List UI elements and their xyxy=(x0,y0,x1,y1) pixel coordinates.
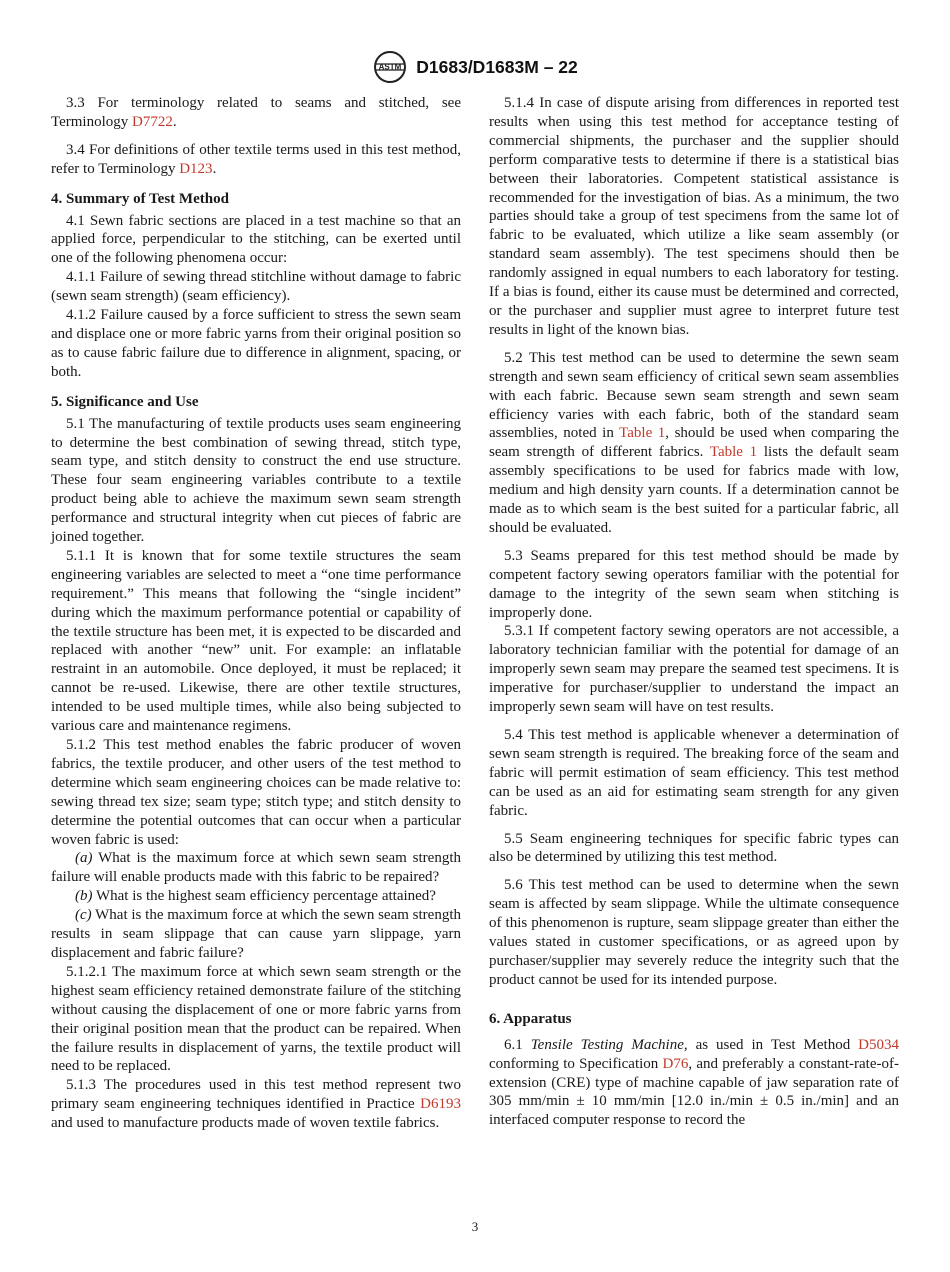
astm-logo-icon xyxy=(372,50,408,84)
link-d6193[interactable]: D6193 xyxy=(420,1096,461,1113)
link-table-1-second[interactable]: Table 1 xyxy=(709,444,758,461)
para-5-1-2-b: (b) What is the highest seam efficiency percentage attained? xyxy=(75,888,436,905)
link-d123[interactable]: D123 xyxy=(179,160,213,177)
para-5-1-3: 5.1.3 The procedures used in this test method represent two primary seam engineering techniques identified in Practice D6193 and used to manufacture products made of woven textile fabrics. xyxy=(51,1077,461,1132)
para-5-3: 5.3 Seams prepared for this test method should be made by competent factory sewing operators familiar with the potential for damage to the integrity of the sewn seam when stitching is improperly done. xyxy=(489,547,899,621)
para-5-3-1: 5.3.1 If competent factory sewing operators are not accessible, a laboratory technician familiar with the potential for damage of an improperly sewn seam may prepare the seamed test specimens. It is imperative for purchaser/supplier to understand the impact an improperly sewn seam will have on test results. xyxy=(489,623,899,716)
link-table-1[interactable]: Table 1 xyxy=(619,425,666,442)
page-header xyxy=(0,50,950,84)
para-5-6: 5.6 This test method can be used to determine when the sewn seam is affected by seam slippage. While the ultimate consequence of this phenomenon is rupture, seam slippage greater than either the values stated in customer specifications, or as agreed upon by purchaser/supplier may severely reduce the integrity such that the product cannot be used for its intended purpose. xyxy=(489,877,899,988)
svg-text:ASTM: ASTM xyxy=(378,62,402,72)
para-5-1-2-1: 5.1.2.1 The maximum force at which sewn seam strength or the highest seam efficiency retained demonstrate failure of the stitching without causing the displacement of one or more fabric yarns from their original position mean that the product can be repaired. When the failure results in displacement of yarns, the textile product will need to be replaced. xyxy=(51,963,461,1075)
para-4-1-2: 4.1.2 Failure caused by a force sufficient to stress the sewn seam and displace one or more fabric yarns from their original position so as to cause fabric failure due to difference in alignment, spacing, or both. xyxy=(51,307,461,380)
right-column xyxy=(489,94,899,1130)
para-5-1: 5.1 The manufacturing of textile products uses seam engineering to determine the best combination of sewing thread, stitch type, seam type, and stitch density to construct the end use structure. These four seam engineering variables contribute to a textile product being able to achieve the maximum sewn seam strength performance and structural integrity when cut pieces of fabric are joined together. xyxy=(51,415,461,546)
para-5-4: 5.4 This test method is applicable whenever a determination of sewn seam strength is required. The breaking force of the seam and fabric will permit estimation of seam efficiency. This test method can be used as an aid for estimating seam strength for any given fabric. xyxy=(489,727,899,819)
section-4-heading: 4. Summary of Test Method xyxy=(51,190,229,207)
link-d5034[interactable]: D5034 xyxy=(858,1036,900,1053)
link-d76[interactable]: D76 xyxy=(662,1055,689,1072)
para-6-1: 6.1 Tensile Testing Machine, as used in Test Method D5034 conforming to Specification D76, and preferably a constant-rate-of-extension (CRE) type of machine capable of jaw separation rate of 305 mm/min ± 10 mm/min [12.0 in./min ± 0.5 in./min] and an interfaced computer response to record the xyxy=(489,1036,900,1129)
para-5-1-2-c: (c) What is the maximum force at which the sewn seam strength results in seam slippage that can cause yarn slippage, yarn displacement and fabric failure? xyxy=(51,907,461,961)
para-5-1-2-a: (a) What is the maximum force at which sewn seam strength failure will enable products made with this fabric to be repaired? xyxy=(51,850,461,886)
para-5-5: 5.5 Seam engineering techniques for specific fabric types can also be determined by utilizing this test method. xyxy=(489,830,899,866)
document-designation: D1683/D1683M – 22 xyxy=(416,56,578,77)
section-5-heading: 5. Significance and Use xyxy=(51,393,199,410)
para-5-1-4: 5.1.4 In case of dispute arising from differences in reported test results when using this test method for acceptance testing of commercial shipments, the purchaser and the supplier should perform comparative tests to determine if there is a statistical bias between their laboratories. Competent statistical assistance is recommended for the investigation of bias. As a minimum, the two parties should take a group of test specimens from the same lot of fabric to be evaluated, which utilize a like seam assembly (or standard seam assembly). The test specimens should then be randomly assigned in equal numbers to each laboratory for testing. If a bias is found, either its cause must be determined and corrected, or the purchaser and supplier must agree to interpret future test results in light of the known bias. xyxy=(489,95,899,338)
page-number: 3 xyxy=(471,1219,479,1234)
para-3-4: 3.4 For definitions of other textile terms used in this test method, refer to Terminology D123. xyxy=(51,141,461,177)
para-5-1-2: 5.1.2 This test method enables the fabric producer of woven fabrics, the textile producer, and other users of the test method to determine which seam engineering choices can be made relative to: sewing thread tex size; seam type; stitch type; and stitch density to determine the potential outcomes that can occur when a particular woven fabric is used: xyxy=(51,737,461,848)
link-d7722[interactable]: D7722 xyxy=(132,113,173,130)
para-3-3: 3.3 For terminology related to seams and stitched, see Terminology D7722. xyxy=(51,95,461,130)
para-4-1-1: 4.1.1 Failure of sewing thread stitchline without damage to fabric (sewn seam strength) (seam efficiency). xyxy=(51,269,461,305)
para-4-1: 4.1 Sewn fabric sections are placed in a test machine so that an applied force, perpendicular to the stitching, can be exerted until one of the following phenomena occur: xyxy=(51,212,461,267)
section-6-heading: 6. Apparatus xyxy=(489,1010,572,1027)
left-column xyxy=(51,94,461,1133)
para-5-2: 5.2 This test method can be used to determine the sewn seam strength and sewn seam efficiency of critical sewn seam assemblies with each fabric. Because sewn seam strength and sewn seam efficiency varies with each fabric, both of the standard seam assemblies, noted in Table 1, should be used when comparing the seam strength of different fabrics. Table 1 lists the default seam assembly specifications to be used for fabrics made with low, medium and high density yarn counts. If a determination cannot be made as to which seam is the best suited for a particular fabric, all should be evaluated. xyxy=(489,349,899,536)
para-5-1-1: 5.1.1 It is known that for some textile structures the seam engineering variables are selected to meet a “one time performance requirement.” This means that following the “single incident” during which the maximum performance potential or capability of the textile structure has been met, it is expected to be discarded and replaced with another “new” unit. For example: an inflatable restraint in an automobile. Once deployed, it must be replaced; it cannot be re-used. Likewise, there are other textile structures, intended to be used multiple times, while also being subjected to various care and maintenance regimens. xyxy=(51,547,461,735)
